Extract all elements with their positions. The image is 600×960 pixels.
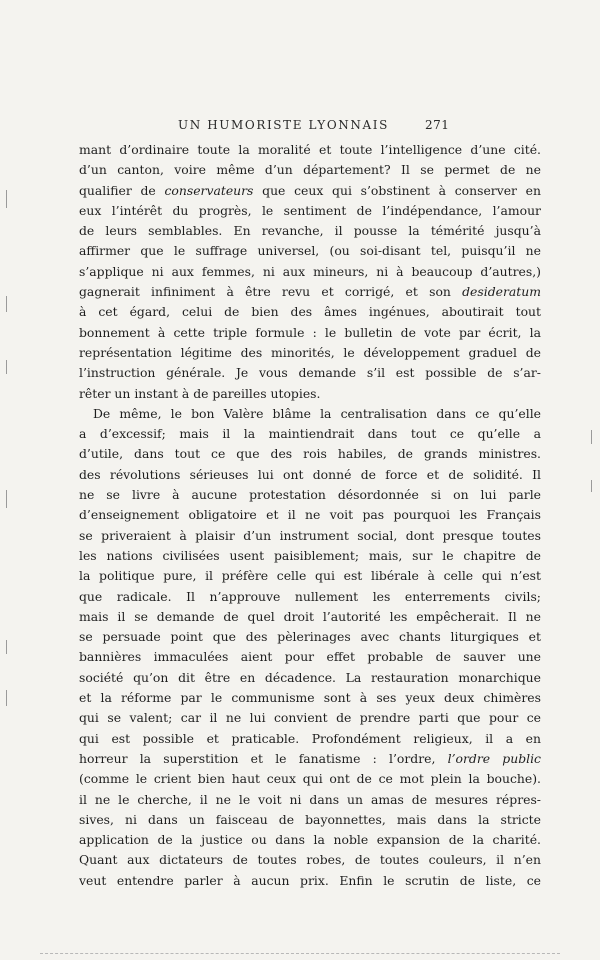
text-line: se priveraient à plaisir d’un instrument social, dont presque toutes [79, 527, 541, 543]
scan-mark [6, 190, 7, 208]
text-line: les nations civilisées usent paisiblement; mais, sur le chapitre de [79, 547, 541, 563]
text-line: bannières immaculées aient pour effet probable de sauver une [79, 649, 541, 665]
text-line-part: gagnerait infiniment à être revu et corrigé, et son desideratum [79, 284, 541, 300]
page-number: 271 [425, 118, 450, 132]
running-title: UN HUMORISTE LYONNAIS [178, 118, 389, 132]
page-header [178, 118, 458, 132]
text-line: et la réforme par le communisme sont à ses yeux deux chimères [79, 690, 541, 706]
text-line: à cet égard, celui de bien des âmes ingénues, aboutirait tout [79, 304, 541, 320]
text-line: veut entendre parler à aucun prix. Enfin le scrutin de liste, ce [79, 872, 541, 888]
text-line: des révolutions sérieuses lui ont donné de force et de solidité. Il [79, 466, 541, 482]
text-line [79, 749, 541, 769]
scan-mark [6, 360, 7, 374]
scan-edge-line [40, 953, 560, 954]
text-line: la politique pure, il préfère celle qui est libérale à celle qui n’est [79, 568, 541, 584]
text-line-part: qualifier de conservateurs que ceux qui s’obstinent à conserver en [79, 182, 541, 198]
text-line: (comme le crient bien haut ceux qui ont de ce mot plein la bouche). [79, 771, 541, 787]
text-line: bonnement à cette triple formule : le bulletin de vote par écrit, la [79, 324, 541, 340]
text-line: a d’excessif; mais il la maintiendrait dans tout ce qu’elle a [79, 426, 541, 442]
text-line: mant d’ordinaire toute la moralité et toute l’intelligence d’une cité. [79, 142, 541, 157]
body-text [79, 140, 541, 891]
scan-mark [6, 690, 7, 706]
text-line: représentation légitime des minorités, le développement graduel de [79, 344, 541, 360]
text-line: ne se livre à aucune protestation désordonnée si on lui parle [79, 487, 541, 503]
text-line: affirmer que le suffrage universel, (ou soi-disant tel, puisqu’il ne [79, 243, 541, 259]
italic-term: desideratum [462, 284, 541, 300]
italic-term: conservateurs [164, 182, 254, 198]
text-line: société qu’on dit être en décadence. La restauration monarchique [79, 669, 541, 685]
text-line: d’enseignement obligatoire et il ne voit pas pourquoi les Français [79, 507, 541, 523]
text-line: d’utile, dans tout ce que des rois habiles, de grands ministres. [79, 446, 541, 462]
text-line-part: horreur la superstition et le fanatisme : l’ordre, l’ordre public [79, 750, 541, 766]
text-line: Quant aux dictateurs de toutes robes, de toutes couleurs, il n’en [79, 852, 541, 868]
text-line: mais il se demande de quel droit l’autorité les empêcherait. Il ne [79, 608, 541, 624]
text-line [79, 282, 541, 302]
scan-mark [6, 640, 7, 654]
scan-mark [591, 480, 592, 492]
text-line: De même, le bon Valère blâme la centralisation dans ce qu’elle [93, 405, 541, 421]
scan-mark [591, 430, 592, 444]
text-line: d’un canton, voire même d’un département? Il se permet de ne [79, 162, 541, 178]
text-line: l’instruction générale. Je vous demande s’il est possible de s’ar- [79, 365, 541, 381]
text-line: rêter un instant à de pareilles utopies. [79, 385, 321, 401]
scan-mark [6, 296, 7, 312]
text-line: que radicale. Il n’approuve nullement les enterrements civils; [79, 588, 541, 604]
text-line [79, 181, 541, 201]
text-line: se persuade point que des pèlerinages avec chants liturgiques et [79, 629, 541, 645]
italic-term: l’ordre public [447, 750, 541, 766]
text-line: de leurs semblables. En revanche, il pousse la témérité jusqu’à [79, 223, 541, 239]
scan-mark [6, 490, 7, 508]
text-line: s’applique ni aux femmes, ni aux mineurs, ni à beaucoup d’autres,) [79, 263, 541, 279]
text-line: sives, ni dans un faisceau de bayonnettes, mais dans la stricte [79, 811, 541, 827]
text-line: qui est possible et praticable. Profondément religieux, il a en [79, 730, 541, 746]
text-line: il ne le cherche, il ne le voit ni dans un amas de mesures répres- [79, 791, 541, 807]
text-line: qui se valent; car il ne lui convient de prendre parti que pour ce [79, 710, 541, 726]
text-line: eux l’intérêt du progrès, le sentiment de l’indépendance, l’amour [79, 202, 541, 218]
text-line: application de la justice ou dans la noble expansion de la charité. [79, 832, 541, 848]
